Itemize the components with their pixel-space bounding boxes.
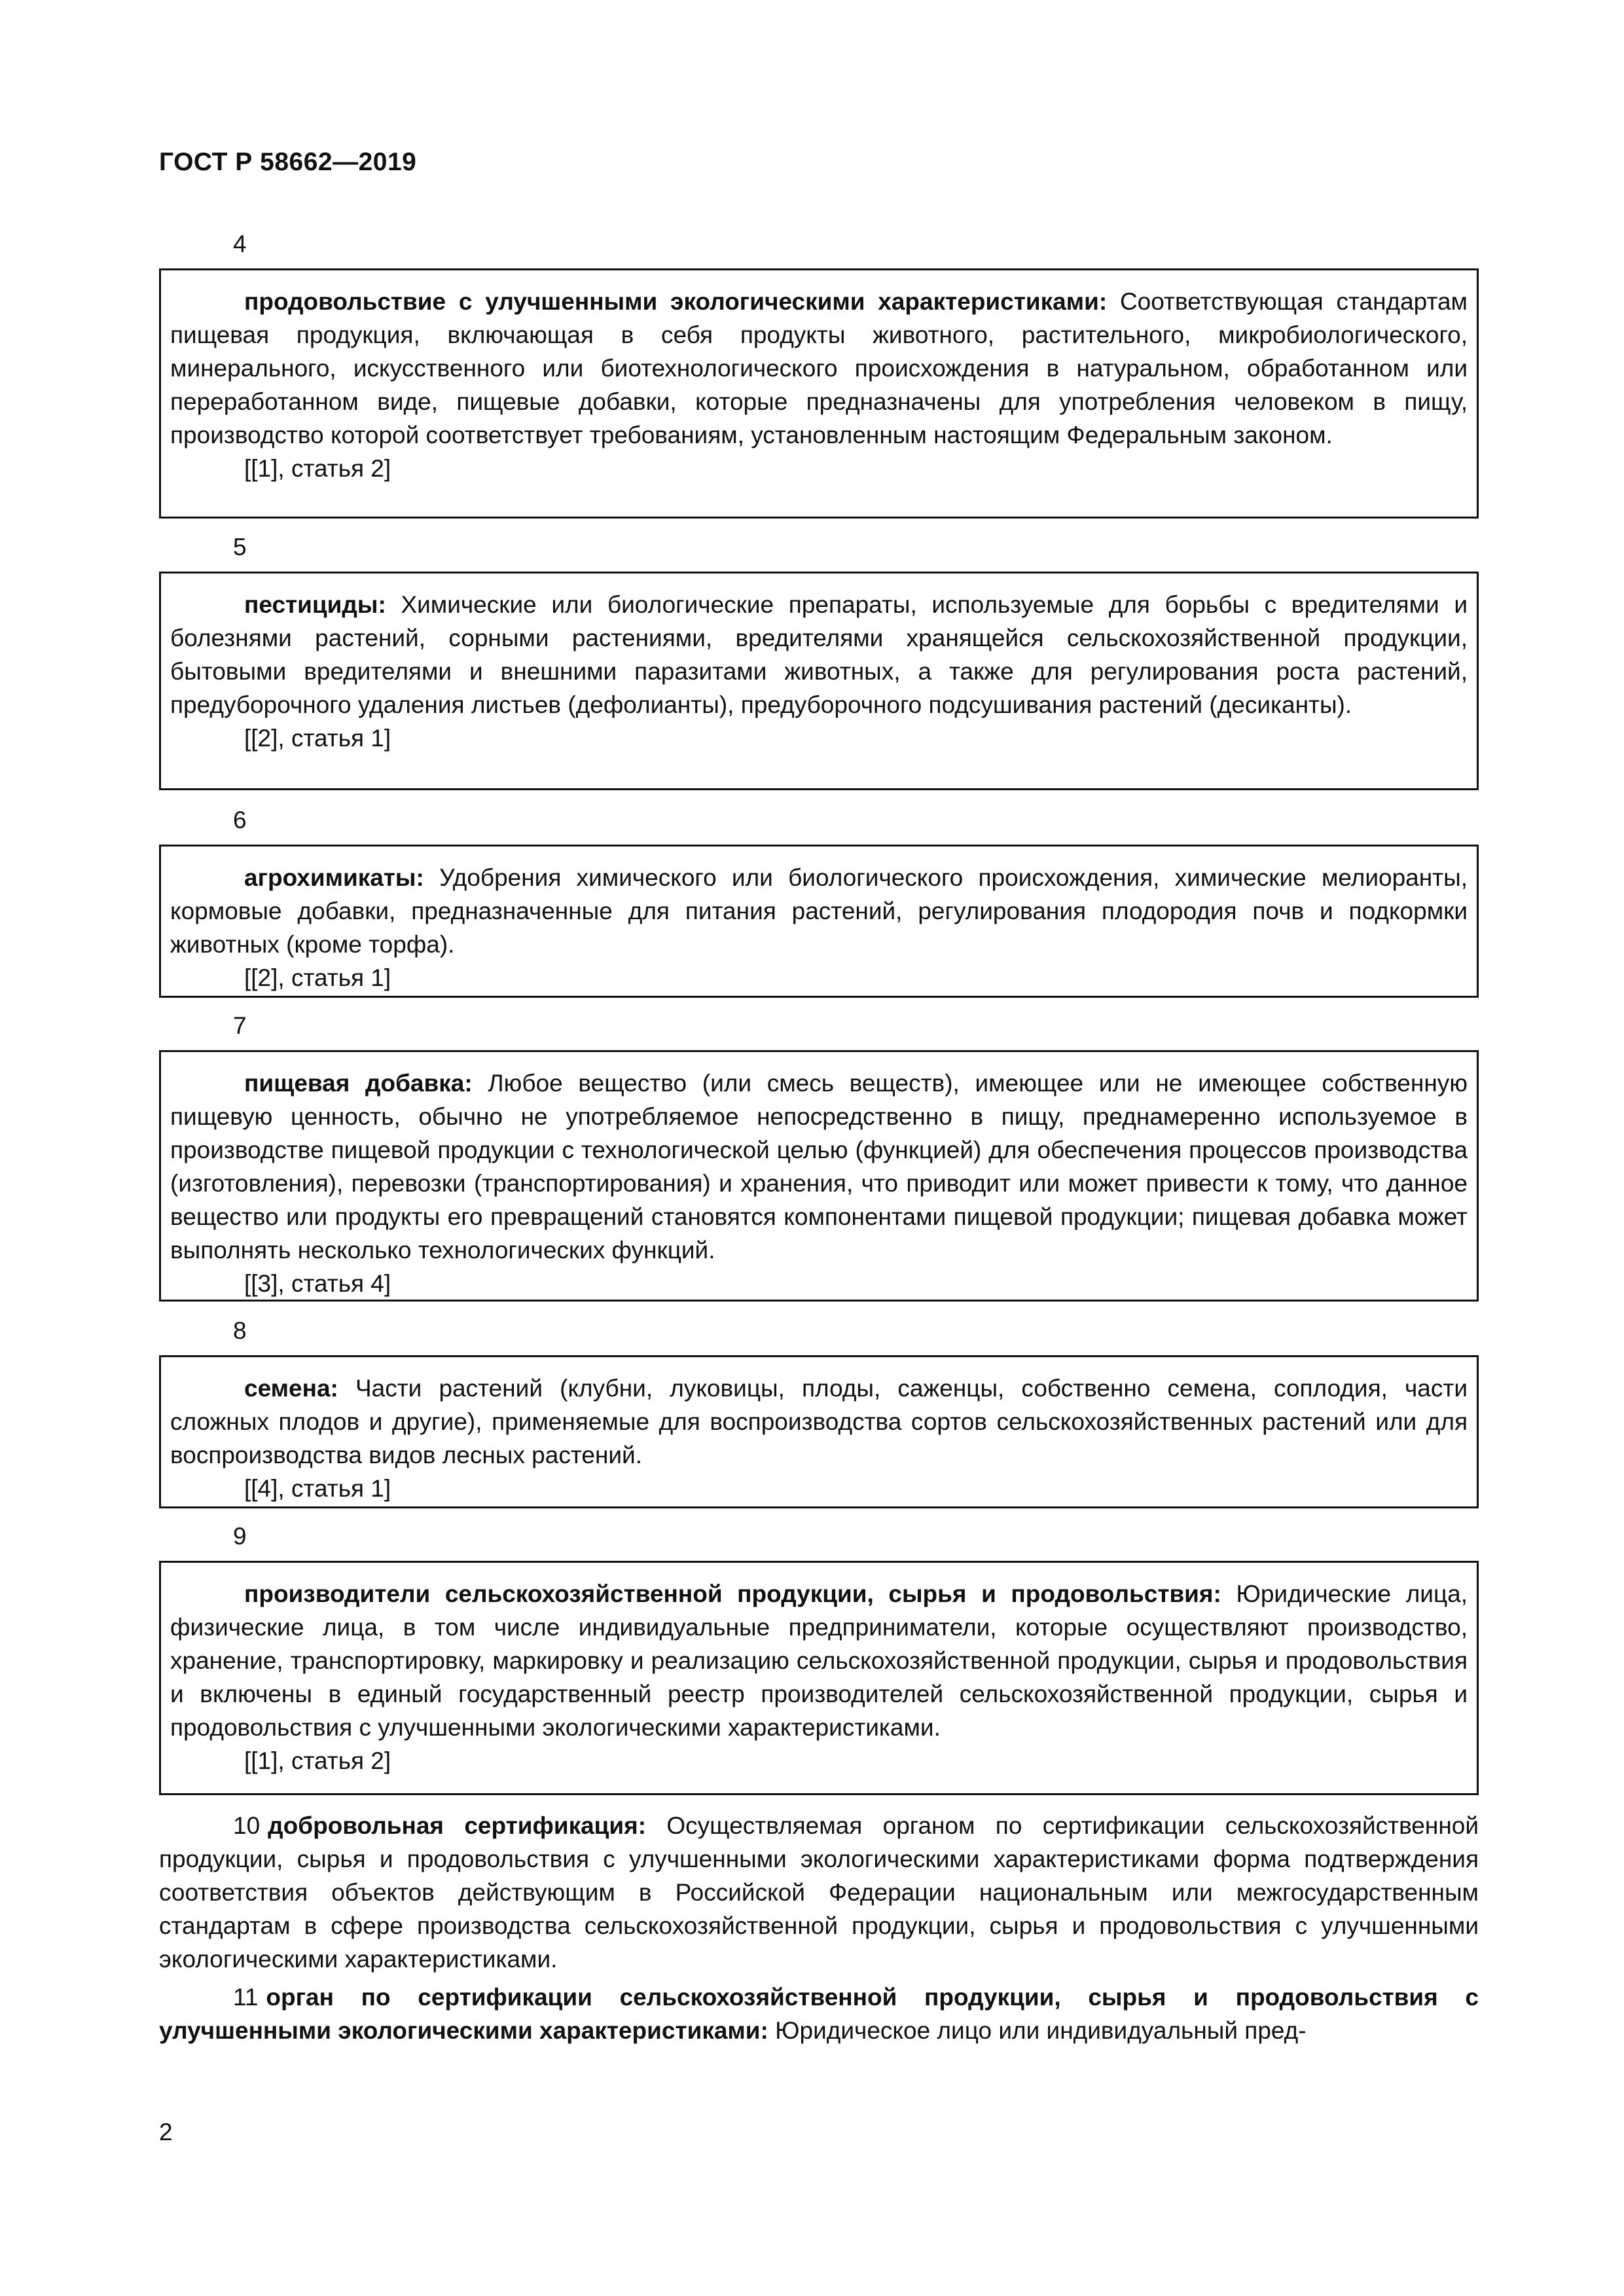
term-number: 6 (233, 807, 247, 833)
term-paragraph (159, 1809, 1479, 1976)
term-title: агрохимикаты: (244, 864, 424, 891)
term-definition: Осуществляемая органом по сертификации сельскохозяйственной продукции, сырья и продовольствия с улучшенными экологическими характеристиками форма подтверждения соответствия объектов действующим в Российской Федерации национальным или межгосударственным стандартам в сфере производства сельскохозяйственной продукции, сырья и продовольствия с улучшенными экологическими характеристиками. (159, 1812, 1479, 1973)
term-number: 9 (233, 1523, 247, 1550)
page-number: 2 (159, 2119, 173, 2145)
term-source-reference: [[4], статья 1] (244, 1475, 391, 1502)
term-paragraph (159, 1980, 1479, 2047)
term-text (170, 1066, 1468, 1267)
term-source-reference: [[1], статья 2] (244, 455, 391, 482)
term-title: производители сельскохозяйственной продукции, сырья и продовольствия: (244, 1580, 1221, 1607)
term-text (170, 861, 1468, 961)
term-source-reference: [[2], статья 1] (244, 725, 391, 752)
term-definition-box (159, 845, 1479, 998)
term-definition-box (159, 1355, 1479, 1508)
term-definition: Юридическое лицо или индивидуальный пред- (775, 2017, 1307, 2044)
term-text (170, 1577, 1468, 1744)
term-title: пищевая добавка: (244, 1070, 473, 1097)
term-number: 7 (233, 1012, 247, 1039)
term-source-reference: [[1], статья 2] (244, 1747, 391, 1774)
term-definition: Удобрения химического или биологического происхождения, химические мелиоранты, кормовые добавки, предназначенные для питания растений, регулирования плодородия почв и подкормки животных (кроме торфа). (170, 864, 1468, 958)
term-source-reference: [[3], статья 4] (244, 1270, 391, 1297)
term-number: 5 (233, 534, 247, 560)
term-definition: Юридические лица, физические лица, в том числе индивидуальные предприниматели, которые осуществляют производство, хранение, транспортировку, маркировку и реализацию сельскохозяйственной продукции, сырья и продовольствия и включены в единый государственный реестр производителей сельскохозяйственной продукции, сырья и продовольствия с улучшенными экологическими характеристиками. (170, 1580, 1468, 1741)
term-title: пестициды: (244, 591, 386, 618)
term-text (170, 285, 1468, 452)
term-number: 11 (233, 1984, 259, 2011)
term-definition: Любое вещество (или смесь веществ), имеющее или не имеющее собственную пищевую ценность, обычно не употребляемое непосредственно в пищу, преднамеренно используемое в производстве пищевой продукции с технологической целью (функцией) для обеспечения процессов производства (изготовления), перевозки (транспортирования) и хранения, что приводит или может привести к тому, что данное вещество или продукты его превращений становятся компонентами пищевой продукции; пищевая добавка может выполнять несколько технологических функций. (170, 1070, 1468, 1264)
term-title: семена: (244, 1375, 338, 1402)
term-title: продовольствие с улучшенными экологическими характеристиками: (244, 288, 1108, 315)
term-number: 8 (233, 1317, 247, 1344)
term-number: 4 (233, 230, 247, 257)
term-definition-box (159, 268, 1479, 519)
term-definition: Части растений (клубни, луковицы, плоды, саженцы, собственно семена, соплодия, части сложных плодов и другие), применяемые для воспроизводства сортов сельскохозяйственных растений или для воспроизводства видов лесных растений. (170, 1375, 1468, 1468)
term-text (170, 1372, 1468, 1472)
term-number: 10 (233, 1812, 261, 1839)
term-definition-box (159, 1561, 1479, 1795)
term-definition: Химические или биологические препараты, используемые для борьбы с вредителями и болезнями растений, сорными растениями, вредителями хранящейся сельскохозяйственной продукции, бытовыми вредителями и внешними паразитами животных, а также для регулирования роста растений, предуборочного удаления листьев (дефолианты), предуборочного подсушивания растений (десиканты). (170, 591, 1468, 718)
document-code-header: ГОСТ Р 58662—2019 (159, 148, 417, 176)
term-source-reference: [[2], статья 1] (244, 964, 391, 991)
term-definition-box (159, 572, 1479, 790)
term-title: добровольная сертификация: (268, 1812, 647, 1839)
term-definition: Соответствующая стандартам пищевая продукция, включающая в себя продукты животного, растительного, микробиологического, минерального, искусственного или биотехнологического происхождения в натуральном, обработанном или переработанном виде, пищевые добавки, которые предназначены для употребления человеком в пищу, производство которой соответствует требованиям, установленным настоящим Федеральным законом. (170, 288, 1468, 448)
term-text (170, 588, 1468, 721)
term-title: орган по сертификации сельскохозяйственной продукции, сырья и продовольствия с улучшенными экологическими характеристиками: (159, 1984, 1479, 2044)
term-definition-box (159, 1050, 1479, 1302)
